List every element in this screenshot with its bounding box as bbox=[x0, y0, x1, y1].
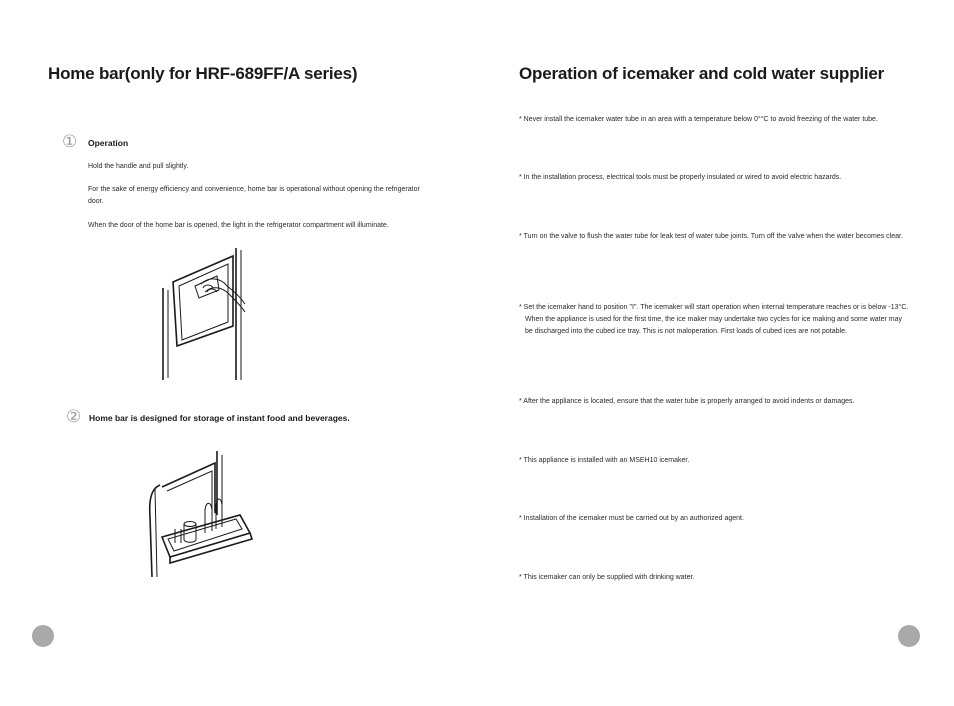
note-icemaker-position: * Set the icemaker hand to position "I". The icemaker will start operation when internal temperature reaches or is below -13°C. When the appliance is used for the first time, the ice maker may undertake two cycles for ice making and some water may be discharged into the cubed ice tray. This is not maloperation. First loads of cubed ices are not potable. bbox=[519, 304, 909, 335]
storage-heading: Home bar is designed for storage of instant food and beverages. bbox=[89, 413, 350, 423]
note-authorized-agent: * Installation of the icemaker must be carried out by an authorized agent. bbox=[519, 515, 744, 522]
note-electrical: * In the installation process, electrical tools must be properly insulated or wired to avoid electric hazards. bbox=[519, 174, 842, 181]
operation-paragraph-1: Hold the handle and pull slightly. bbox=[88, 163, 189, 170]
home-bar-open-illustration bbox=[140, 445, 265, 580]
note-drinking-water: * This icemaker can only be supplied with drinking water. bbox=[519, 574, 695, 581]
home-bar-pull-illustration bbox=[155, 240, 265, 385]
note-valve-flush: * Turn on the valve to flush the water tube for leak test of water tube joints. Turn off the valve when the water becomes clear. bbox=[519, 233, 903, 240]
note-icemaker-model: * This appliance is installed with an MSEH10 icemaker. bbox=[519, 457, 690, 464]
operation-heading: Operation bbox=[88, 138, 129, 148]
left-page-marker bbox=[32, 625, 54, 647]
right-page-marker bbox=[898, 625, 920, 647]
operation-paragraph-2: For the sake of energy efficiency and convenience, home bar is operational without opening the refrigerator door. bbox=[88, 186, 420, 205]
step-number-1: ① bbox=[62, 132, 78, 152]
operation-paragraph-3: When the door of the home bar is opened, the light in the refrigerator compartment will illuminate. bbox=[88, 222, 389, 229]
step-number-2: ② bbox=[66, 407, 82, 427]
left-page-title: Home bar(only for HRF-689FF/A series) bbox=[48, 64, 358, 83]
right-page-title: Operation of icemaker and cold water supplier bbox=[519, 64, 885, 83]
note-freezing: * Never install the icemaker water tube in an area with a temperature below 0°°C to avoid freezing of the water tube. bbox=[519, 116, 878, 123]
note-water-tube-arrangement: * After the appliance is located, ensure that the water tube is properly arranged to avoid indents or damages. bbox=[519, 398, 855, 405]
